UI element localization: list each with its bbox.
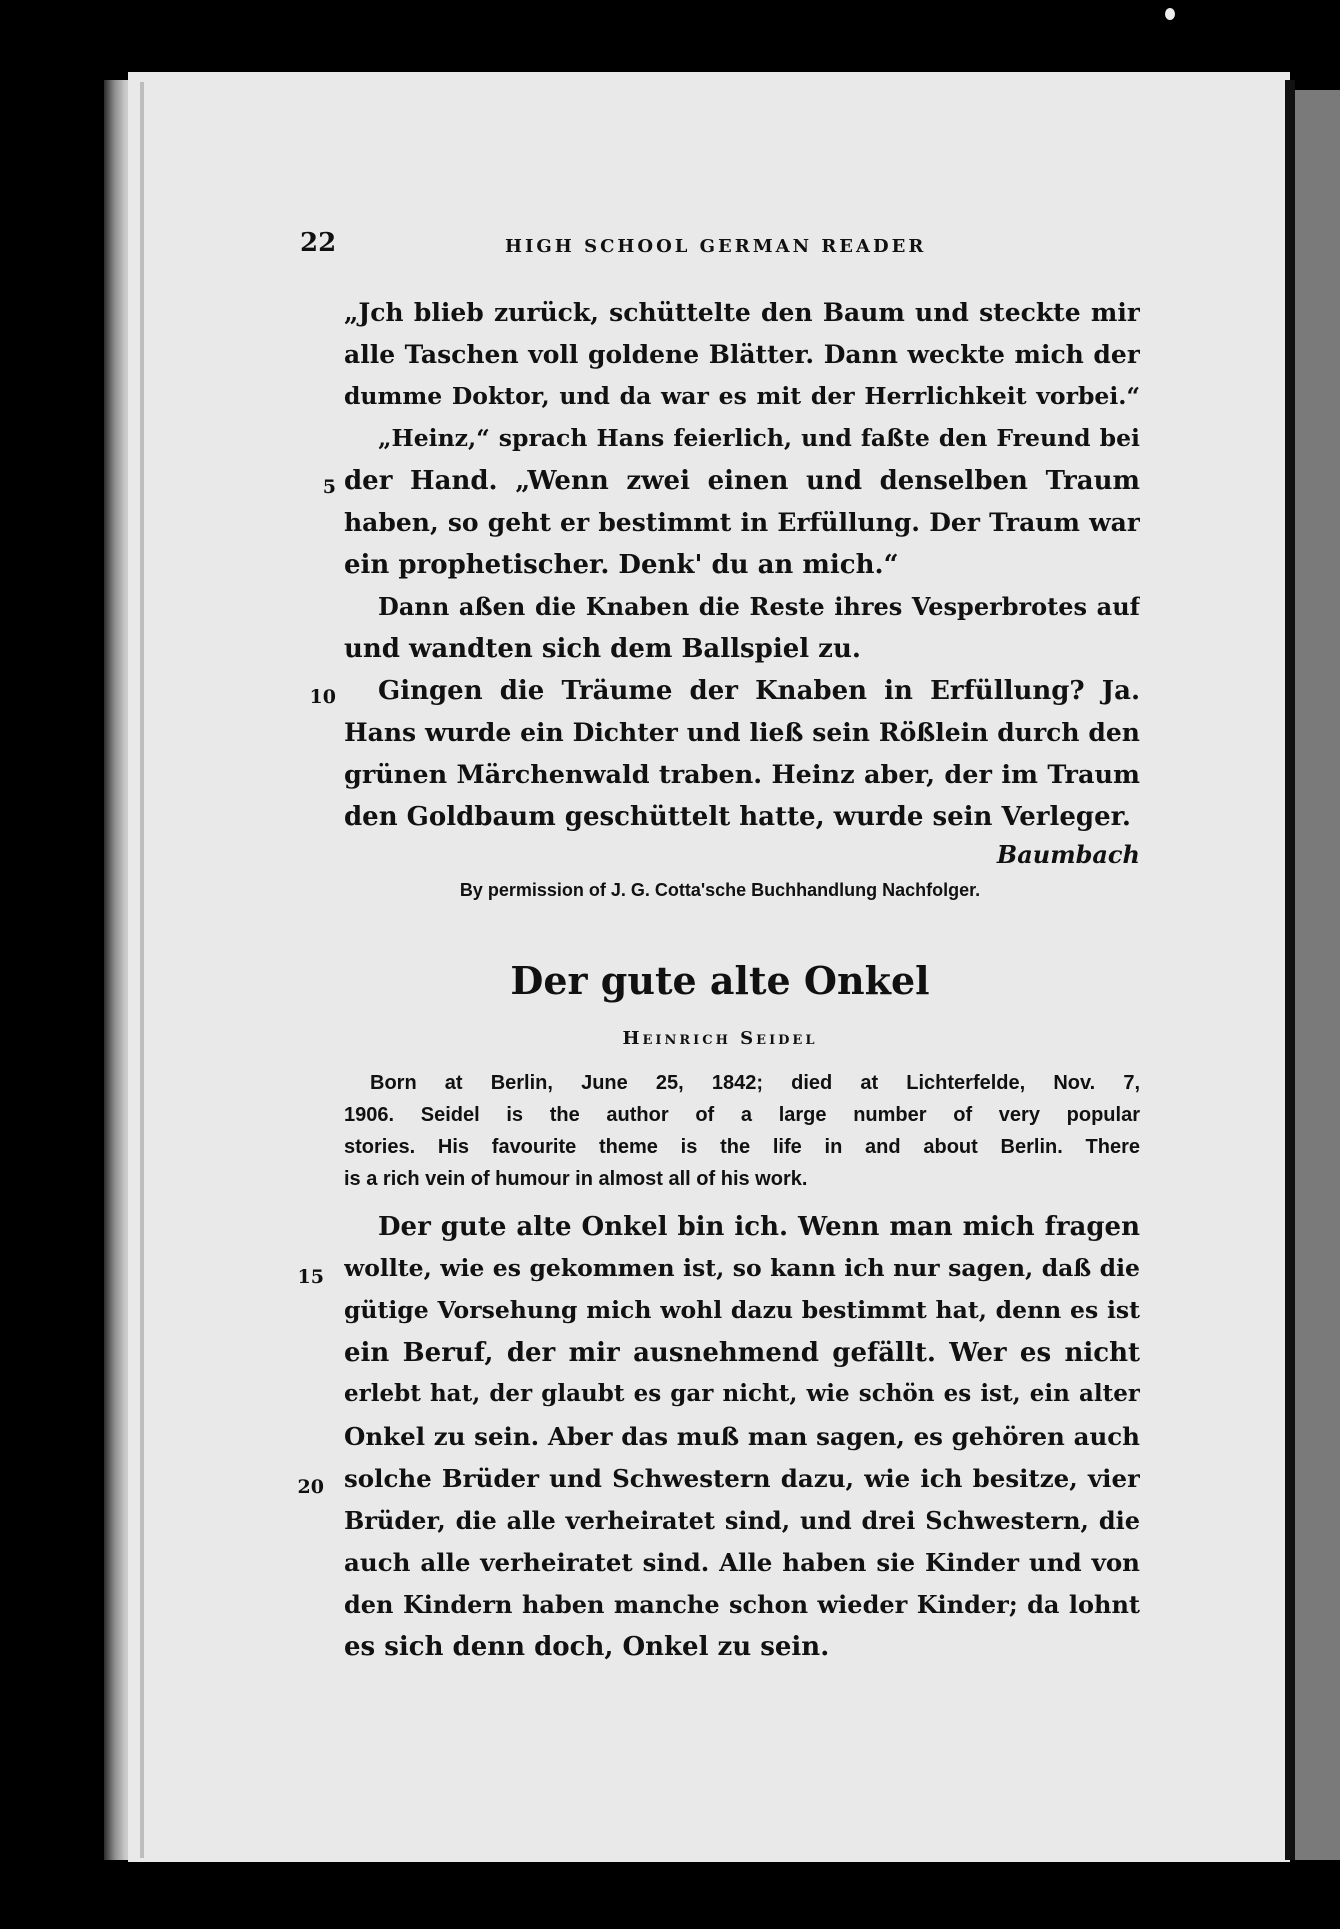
text-line: Hans wurde ein Dichter und ließ sein Rößlein durch den [344,718,1140,747]
page-header [300,228,1140,264]
text-line: und wandten sich dem Ballspiel zu. [344,634,861,664]
text-line: Dann aßen die Knaben die Reste ihres Vesperbrotes auf [378,592,1140,621]
story-author: Heinrich Seidel [622,1028,818,1049]
page-number: 22 [300,228,337,258]
bio-line: stories. His favourite theme is the life in and about Berlin. There [344,1136,1140,1158]
text-line: dumme Doktor, und da war es mit der Herrlichkeit vorbei.“ [344,382,1140,410]
text-line: gütige Vorsehung mich wohl dazu bestimmt hat, denn es ist [344,1296,1140,1324]
text-line: ein Beruf, der mir ausnehmend gefällt. Wer es nicht [344,1338,1140,1368]
bio-line: 1906. Seidel is the author of a large number of very popular [344,1104,1140,1126]
text-line: Gingen die Träume der Knaben in Erfüllung? Ja. [378,676,1140,706]
line-number: 5 [322,476,336,498]
text-line: der Hand. „Wenn zwei einen und denselben Traum [344,466,1140,496]
text-line: solche Brüder und Schwestern dazu, wie ich besitze, vier [344,1464,1140,1493]
scan-speck [1165,8,1175,20]
running-head: HIGH SCHOOL GERMAN READER [505,236,927,257]
text-line: auch alle verheiratet sind. Alle haben sie Kinder und von [344,1548,1140,1577]
author-signature: Baumbach [996,840,1140,869]
text-line: „Heinz,“ sprach Hans feierlich, und faßte den Freund bei [378,424,1140,452]
bio-line: is a rich vein of humour in almost all of his work. [344,1168,808,1190]
line-number: 15 [297,1266,324,1288]
story-title: Der gute alte Onkel [510,958,930,1003]
text-line: alle Taschen voll goldene Blätter. Dann weckte mich der [344,340,1140,369]
facing-page-edge [1295,90,1340,1860]
text-line: „Jch blieb zurück, schüttelte den Baum und steckte mir [344,298,1140,327]
text-line: Onkel zu sein. Aber das muß man sagen, es gehören auch [344,1422,1140,1451]
book-gutter-right [1285,80,1295,1860]
text-line: erlebt hat, der glaubt es gar nicht, wie schön es ist, ein alter [344,1380,1140,1407]
text-line: Der gute alte Onkel bin ich. Wenn man mich fragen [378,1212,1140,1242]
text-line: es sich denn doch, Onkel zu sein. [344,1632,830,1662]
text-line: grünen Märchenwald traben. Heinz aber, der im Traum [344,760,1140,790]
page-edge-inner [140,82,144,1858]
permission-note: By permission of J. G. Cotta'sche Buchhandlung Nachfolger. [459,880,981,900]
line-number: 10 [309,686,336,708]
text-line: wollte, wie es gekommen ist, so kann ich nur sagen, daß die [344,1254,1140,1282]
text-line: den Kindern haben manche schon wieder Kinder; da lohnt [344,1590,1140,1619]
text-line: haben, so geht er bestimmt in Erfüllung. Der Traum war [344,508,1140,537]
line-number: 20 [297,1476,324,1498]
text-line: den Goldbaum geschüttelt hatte, wurde sein Verleger. [344,802,1131,832]
text-line: Brüder, die alle verheiratet sind, und drei Schwestern, die [344,1506,1140,1535]
bio-line: Born at Berlin, June 25, 1842; died at Lichterfelde, Nov. 7, [370,1072,1140,1094]
text-line: ein prophetischer. Denk' du an mich.“ [344,550,899,580]
